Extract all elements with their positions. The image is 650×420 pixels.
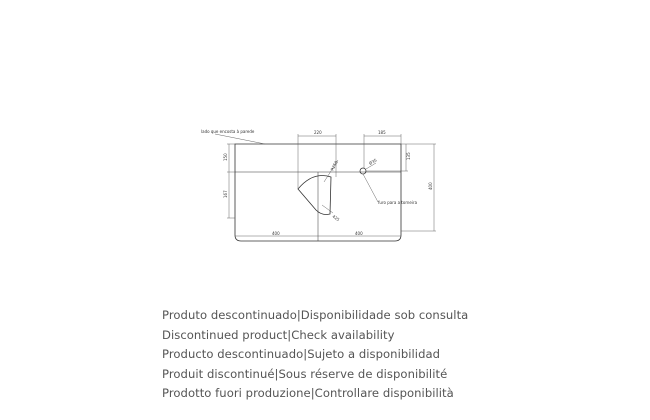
faucet-hole-label: furo para a torneira: [378, 200, 418, 205]
dim-220-label: 220: [314, 130, 322, 135]
r250-label: R250: [329, 159, 339, 172]
dim-425-label: 425: [331, 213, 341, 223]
leader-425: [322, 205, 333, 213]
bowl-outline: [298, 176, 331, 215]
faucet-hole: [360, 168, 366, 174]
dim-400-right-label: 400: [355, 231, 363, 236]
wall-side-label: lado que encosta à parede: [201, 129, 255, 134]
availability-notice: [162, 306, 622, 404]
dim-400-height-label: 400: [428, 182, 433, 190]
dim-185-label: 185: [378, 130, 386, 135]
dim-167-label: 167: [223, 190, 228, 198]
dim-135-label: 135: [406, 152, 411, 160]
notice-line-es: Producto descontinuado|Sujeto a disponibilidad: [162, 347, 441, 361]
notice-line-en: Discontinued product|Check availability: [162, 327, 395, 342]
leader-wall-side: [215, 134, 265, 144]
leader-faucet-hole: [363, 174, 378, 202]
notice-line-fr: Produit discontinué|Sous réserve de disponibilité: [162, 366, 448, 381]
r35-label: Ø35: [368, 157, 378, 166]
notice-line-pt: Produto descontinuado|Disponibilidade sob consulta: [162, 308, 469, 322]
dim-150-label: 150: [223, 153, 228, 161]
dim-400-left-label: 400: [272, 231, 280, 236]
notice-line-it: Prodotto fuori produzione|Controllare disponibilità: [162, 386, 454, 400]
